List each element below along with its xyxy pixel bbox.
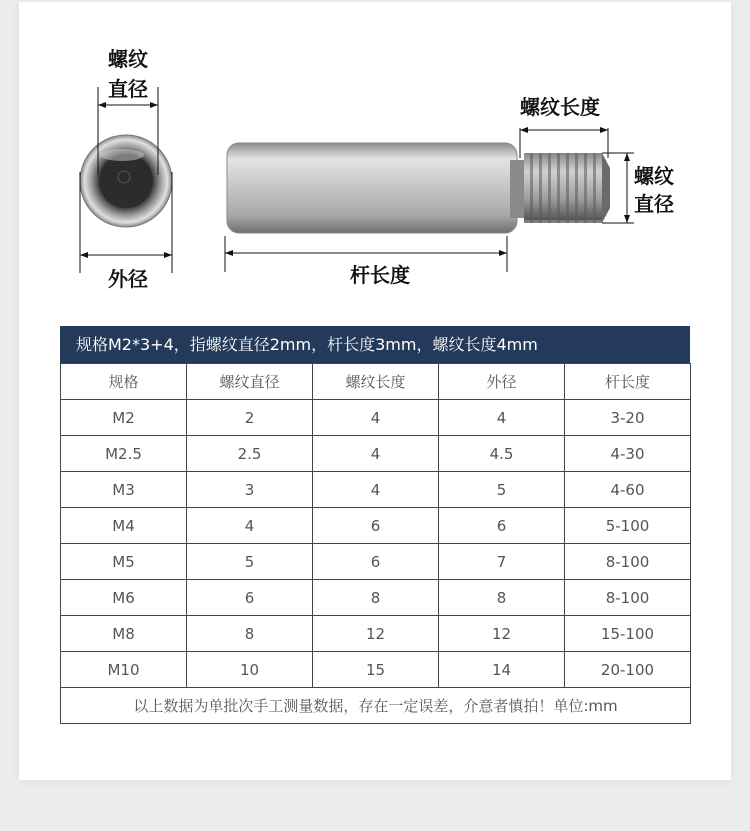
side-label-thread-length: 螺纹长度	[520, 95, 600, 119]
cell: 3	[187, 472, 313, 508]
cell: M5	[61, 544, 187, 580]
cell: 3-20	[565, 400, 691, 436]
side-label-diameter: 直径	[634, 192, 674, 216]
cell: M3	[61, 472, 187, 508]
front-label-diameter: 直径	[108, 77, 148, 101]
table-row	[61, 544, 691, 580]
cell: 4	[439, 400, 565, 436]
spec-table	[60, 363, 691, 724]
table-note-row	[61, 688, 691, 724]
cell: 20-100	[565, 652, 691, 688]
table-header-row	[61, 364, 691, 400]
header-spec: 规格	[61, 364, 187, 400]
front-label-outer-diameter: 外径	[108, 267, 148, 291]
cell: 12	[313, 616, 439, 652]
cell: 14	[439, 652, 565, 688]
cell: 15	[313, 652, 439, 688]
cell: 15-100	[565, 616, 691, 652]
cell: 8-100	[565, 580, 691, 616]
cell: M4	[61, 508, 187, 544]
cell: 7	[439, 544, 565, 580]
table-row	[61, 400, 691, 436]
cell: 12	[439, 616, 565, 652]
product-diagram	[62, 10, 690, 325]
cell: 5	[187, 544, 313, 580]
spec-header: 规格M2*3+4，指螺纹直径2mm，杆长度3mm，螺纹长度4mm	[60, 326, 690, 363]
table-row	[61, 436, 691, 472]
cell: M2	[61, 400, 187, 436]
cell: M10	[61, 652, 187, 688]
cell: 4.5	[439, 436, 565, 472]
side-label-rod-length: 杆长度	[350, 263, 410, 287]
table-note: 以上数据为单批次手工测量数据，存在一定误差，介意者慎拍！单位:mm	[61, 688, 691, 724]
cell: 8-100	[565, 544, 691, 580]
header-thread-length: 螺纹长度	[313, 364, 439, 400]
cell: 10	[187, 652, 313, 688]
table-row	[61, 616, 691, 652]
cell: 8	[187, 616, 313, 652]
cell: 4	[313, 472, 439, 508]
cell: 6	[313, 544, 439, 580]
cell: 4	[313, 400, 439, 436]
front-label-thread: 螺纹	[108, 47, 148, 71]
side-view	[227, 143, 610, 233]
cell: 5-100	[565, 508, 691, 544]
cell: 2	[187, 400, 313, 436]
cell: 4	[187, 508, 313, 544]
cell: 6	[313, 508, 439, 544]
header-outer-diameter: 外径	[439, 364, 565, 400]
cell: M6	[61, 580, 187, 616]
table-row	[61, 580, 691, 616]
cell: 6	[187, 580, 313, 616]
cell: M8	[61, 616, 187, 652]
header-rod-length: 杆长度	[565, 364, 691, 400]
cell: 4-60	[565, 472, 691, 508]
table-row	[61, 472, 691, 508]
cell: 5	[439, 472, 565, 508]
table-row	[61, 508, 691, 544]
cell: 8	[439, 580, 565, 616]
cell: 8	[313, 580, 439, 616]
header-thread-diameter: 螺纹直径	[187, 364, 313, 400]
cell: 4-30	[565, 436, 691, 472]
cell: 6	[439, 508, 565, 544]
side-label-thread: 螺纹	[634, 164, 674, 188]
table-row	[61, 652, 691, 688]
cell: 2.5	[187, 436, 313, 472]
cell: M2.5	[61, 436, 187, 472]
cell: 4	[313, 436, 439, 472]
